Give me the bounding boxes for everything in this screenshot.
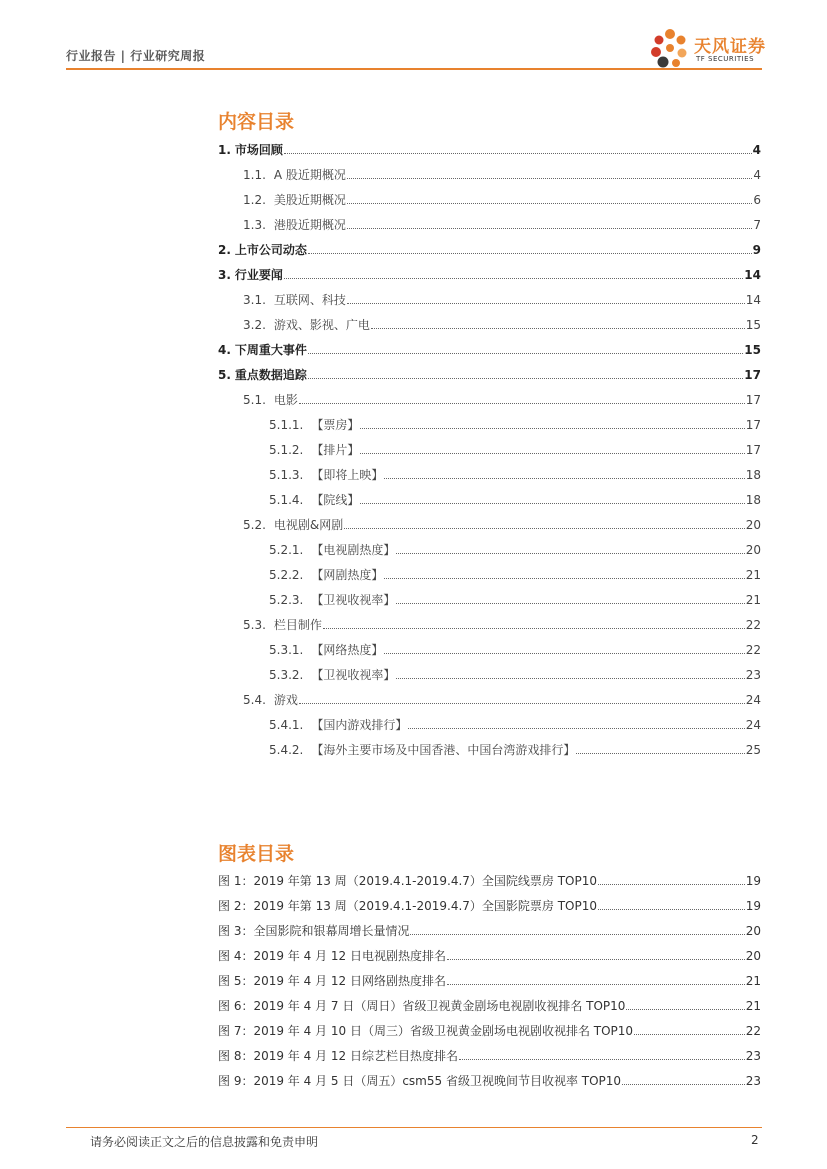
toc-leader-dots bbox=[384, 578, 744, 579]
toc-entry[interactable] bbox=[269, 662, 761, 682]
toc-entry[interactable] bbox=[243, 187, 761, 207]
company-logo bbox=[648, 28, 764, 70]
toc-leader-dots bbox=[396, 603, 744, 604]
toc-entry-page: 17 bbox=[745, 393, 761, 407]
toc-entry[interactable] bbox=[243, 687, 761, 707]
toc-entry[interactable] bbox=[269, 487, 761, 507]
figure-entry[interactable] bbox=[218, 968, 761, 988]
toc-entry-title: 【电视剧热度】 bbox=[311, 543, 396, 557]
figure-entry-title: 图 4：2019 年 4 月 12 日电视剧热度排名 bbox=[218, 949, 446, 963]
toc-entry-title: 【网络热度】 bbox=[311, 643, 384, 657]
toc-entry-title: 市场回顾 bbox=[234, 143, 283, 157]
toc-entry-page: 24 bbox=[745, 693, 761, 707]
flower-logo-icon bbox=[648, 28, 692, 70]
figure-leader-dots bbox=[447, 959, 745, 960]
toc-entry-title: 美股近期概况 bbox=[273, 193, 346, 207]
figure-entry-page: 21 bbox=[745, 999, 761, 1013]
toc-entry-page: 4 bbox=[753, 168, 761, 182]
toc-entry-number: 5.3.1. bbox=[269, 643, 304, 657]
figure-entry-title: 图 1：2019 年第 13 周（2019.4.1-2019.4.7）全国院线票房 TOP10 bbox=[218, 874, 598, 888]
toc-entry[interactable] bbox=[243, 162, 761, 182]
toc-entry-page: 14 bbox=[744, 268, 761, 282]
toc-entry-number: 5.1.2. bbox=[269, 443, 304, 457]
toc-entry[interactable] bbox=[243, 312, 761, 332]
toc-entry-number: 3.2. bbox=[243, 318, 266, 332]
toc-entry-number: 5.1.3. bbox=[269, 468, 304, 482]
toc-entry-title: 【票房】 bbox=[311, 418, 360, 432]
figure-leader-dots bbox=[598, 909, 745, 910]
footer-divider bbox=[66, 1127, 762, 1128]
logo-english-name: TF SECURITIES bbox=[696, 55, 755, 63]
toc-entry-page: 17 bbox=[745, 443, 761, 457]
toc-entry-page: 22 bbox=[745, 643, 761, 657]
report-type-label: 行业报告 | 行业研究周报 bbox=[66, 49, 206, 63]
figure-entry-page: 19 bbox=[745, 899, 761, 913]
figure-entry-page: 20 bbox=[745, 924, 761, 938]
figure-entry-page: 21 bbox=[745, 974, 761, 988]
toc-leader-dots bbox=[360, 453, 744, 454]
toc-entry-number: 5.1. bbox=[243, 393, 266, 407]
toc-entry[interactable] bbox=[218, 262, 761, 282]
figure-entry-title: 图 3：全国影院和银幕周增长量情况 bbox=[218, 924, 410, 938]
toc-leader-dots bbox=[299, 403, 745, 404]
toc-leader-dots bbox=[284, 278, 743, 279]
toc-entry-page: 18 bbox=[745, 468, 761, 482]
figure-entry[interactable] bbox=[218, 943, 761, 963]
toc-entry-title: 【网剧热度】 bbox=[311, 568, 384, 582]
toc-entry-title: 【卫视收视率】 bbox=[311, 593, 396, 607]
figure-leader-dots bbox=[410, 934, 744, 935]
toc-entry-page: 20 bbox=[745, 518, 761, 532]
toc-leader-dots bbox=[360, 503, 744, 504]
figure-entry-title: 图 8：2019 年 4 月 12 日综艺栏目热度排名 bbox=[218, 1049, 458, 1063]
toc-entry[interactable] bbox=[269, 737, 761, 757]
figure-entry-title: 图 2：2019 年第 13 周（2019.4.1-2019.4.7）全国影院票房 TOP10 bbox=[218, 899, 598, 913]
toc-entry[interactable] bbox=[243, 287, 761, 307]
toc-entry-title: 上市公司动态 bbox=[234, 243, 307, 257]
figure-entry-page: 19 bbox=[745, 874, 761, 888]
toc-entry[interactable] bbox=[218, 362, 761, 382]
toc-leader-dots bbox=[344, 528, 744, 529]
toc-entry[interactable] bbox=[269, 537, 761, 557]
toc-entry-title: 电视剧&网剧 bbox=[273, 518, 344, 532]
toc-entry-page: 7 bbox=[753, 218, 761, 232]
toc-leader-dots bbox=[347, 303, 745, 304]
figure-entry[interactable] bbox=[218, 893, 761, 913]
figure-entry-page: 23 bbox=[745, 1049, 761, 1063]
toc-entry[interactable] bbox=[269, 587, 761, 607]
toc-entry-page: 17 bbox=[745, 418, 761, 432]
toc-entry-number: 5.2.2. bbox=[269, 568, 304, 582]
figure-leader-dots bbox=[447, 984, 745, 985]
page-number: 2 bbox=[751, 1133, 759, 1147]
toc-entry[interactable] bbox=[269, 712, 761, 732]
toc-entry-number: 5.4.1. bbox=[269, 718, 304, 732]
toc-entry[interactable] bbox=[243, 212, 761, 232]
figure-entry[interactable] bbox=[218, 1068, 761, 1088]
figure-leader-dots bbox=[622, 1084, 745, 1085]
toc-entry-number: 1.3. bbox=[243, 218, 266, 232]
figure-leader-dots bbox=[459, 1059, 745, 1060]
toc-entry-title: A 股近期概况 bbox=[273, 168, 346, 182]
toc-entry-number: 1.1. bbox=[243, 168, 266, 182]
toc-entry-number: 5.2. bbox=[243, 518, 266, 532]
toc-entry-title: 【排片】 bbox=[311, 443, 360, 457]
toc-entry-page: 17 bbox=[744, 368, 761, 382]
toc-entry[interactable] bbox=[269, 412, 761, 432]
figure-entry-page: 23 bbox=[745, 1074, 761, 1088]
toc-entry-page: 14 bbox=[745, 293, 761, 307]
figure-entry[interactable] bbox=[218, 1043, 761, 1063]
toc-entry-number: 5.3.2. bbox=[269, 668, 304, 682]
toc-leader-dots bbox=[284, 153, 752, 154]
figure-leader-dots bbox=[634, 1034, 745, 1035]
toc-entry-number: 5.4. bbox=[243, 693, 266, 707]
figure-entry[interactable] bbox=[218, 1018, 761, 1038]
toc-entry-number: 5.3. bbox=[243, 618, 266, 632]
toc-leader-dots bbox=[396, 553, 744, 554]
toc-entry-title: 栏目制作 bbox=[273, 618, 322, 632]
toc-entry-page: 15 bbox=[745, 318, 761, 332]
toc-leader-dots bbox=[347, 178, 752, 179]
toc-entry-number: 5.2.1. bbox=[269, 543, 304, 557]
toc-entry-number: 1. bbox=[218, 143, 231, 157]
toc-entry-page: 21 bbox=[745, 568, 761, 582]
figure-entry[interactable] bbox=[218, 868, 761, 888]
toc-entry-title: 行业要闻 bbox=[234, 268, 283, 282]
toc-entry-page: 24 bbox=[745, 718, 761, 732]
figure-entry-title: 图 7：2019 年 4 月 10 日（周三）省级卫视黄金剧场电视剧收视排名 TOP10 bbox=[218, 1024, 634, 1038]
toc-entry[interactable] bbox=[218, 237, 761, 257]
toc-leader-dots bbox=[384, 478, 744, 479]
toc-entry[interactable] bbox=[218, 137, 761, 157]
toc-entry-title: 电影 bbox=[273, 393, 298, 407]
toc-entry-page: 4 bbox=[752, 143, 761, 157]
toc-entry-title: 下周重大事件 bbox=[234, 343, 307, 357]
toc-entry-page: 25 bbox=[745, 743, 761, 757]
toc-entry-title: 【国内游戏排行】 bbox=[311, 718, 408, 732]
toc-entry-title: 【海外主要市场及中国香港、中国台湾游戏排行】 bbox=[311, 743, 576, 757]
toc-leader-dots bbox=[323, 628, 745, 629]
toc-entry-page: 18 bbox=[745, 493, 761, 507]
toc-leader-dots bbox=[384, 653, 744, 654]
toc-entry-page: 6 bbox=[753, 193, 761, 207]
figure-entry-page: 20 bbox=[745, 949, 761, 963]
toc-entry-page: 23 bbox=[745, 668, 761, 682]
toc-entry-number: 5.1.1. bbox=[269, 418, 304, 432]
toc-title: 内容目录 bbox=[218, 111, 295, 133]
toc-entry-title: 【卫视收视率】 bbox=[311, 668, 396, 682]
toc-leader-dots bbox=[360, 428, 744, 429]
figure-entry-title: 图 9：2019 年 4 月 5 日（周五）csm55 省级卫视晚间节目收视率 TOP10 bbox=[218, 1074, 622, 1088]
toc-leader-dots bbox=[408, 728, 744, 729]
toc-entry[interactable] bbox=[269, 437, 761, 457]
toc-entry-number: 4. bbox=[218, 343, 231, 357]
logo-chinese-name: 天风证券 bbox=[694, 37, 766, 57]
footer-disclaimer: 请务必阅读正文之后的信息披露和免责申明 bbox=[90, 1135, 319, 1149]
figure-entry-title: 图 6：2019 年 4 月 7 日（周日）省级卫视黄金剧场电视剧收视排名 TOP10 bbox=[218, 999, 626, 1013]
toc-entry[interactable] bbox=[243, 612, 761, 632]
toc-entry[interactable] bbox=[218, 337, 761, 357]
toc-leader-dots bbox=[308, 253, 752, 254]
toc-entry-title: 互联网、科技 bbox=[273, 293, 346, 307]
toc-entry-number: 5.1.4. bbox=[269, 493, 304, 507]
toc-entry-title: 【院线】 bbox=[311, 493, 360, 507]
toc-entry-title: 游戏 bbox=[273, 693, 298, 707]
toc-entry-page: 9 bbox=[752, 243, 761, 257]
toc-leader-dots bbox=[396, 678, 744, 679]
figure-leader-dots bbox=[598, 884, 745, 885]
figure-entry[interactable] bbox=[218, 993, 761, 1013]
figure-entry-title: 图 5：2019 年 4 月 12 日网络剧热度排名 bbox=[218, 974, 446, 988]
toc-leader-dots bbox=[299, 703, 745, 704]
toc-entry-title: 港股近期概况 bbox=[273, 218, 346, 232]
toc-entry-title: 【即将上映】 bbox=[311, 468, 384, 482]
figure-leader-dots bbox=[626, 1009, 744, 1010]
toc-entry-title: 重点数据追踪 bbox=[234, 368, 307, 382]
toc-entry-page: 22 bbox=[745, 618, 761, 632]
toc-entry-page: 20 bbox=[745, 543, 761, 557]
toc-entry[interactable] bbox=[269, 462, 761, 482]
header-divider bbox=[66, 68, 762, 70]
toc-leader-dots bbox=[347, 228, 752, 229]
toc-entry-title: 游戏、影视、广电 bbox=[273, 318, 370, 332]
toc-entry[interactable] bbox=[243, 387, 761, 407]
toc-leader-dots bbox=[576, 753, 744, 754]
figure-entry-page: 22 bbox=[745, 1024, 761, 1038]
toc-entry-number: 5. bbox=[218, 368, 231, 382]
toc-entry[interactable] bbox=[243, 512, 761, 532]
toc-entry-number: 3.1. bbox=[243, 293, 266, 307]
toc-entry-number: 1.2. bbox=[243, 193, 266, 207]
toc-leader-dots bbox=[371, 328, 745, 329]
toc-entry-number: 5.4.2. bbox=[269, 743, 304, 757]
toc-entry-number: 5.2.3. bbox=[269, 593, 304, 607]
toc-leader-dots bbox=[308, 353, 743, 354]
toc-entry[interactable] bbox=[269, 562, 761, 582]
toc-entry-page: 21 bbox=[745, 593, 761, 607]
toc-entry-number: 3. bbox=[218, 268, 231, 282]
toc-entry-number: 2. bbox=[218, 243, 231, 257]
toc-leader-dots bbox=[308, 378, 743, 379]
toc-entry[interactable] bbox=[269, 637, 761, 657]
toc-entry-page: 15 bbox=[744, 343, 761, 357]
toc-leader-dots bbox=[347, 203, 752, 204]
figures-title: 图表目录 bbox=[218, 843, 295, 865]
figure-entry[interactable] bbox=[218, 918, 761, 938]
